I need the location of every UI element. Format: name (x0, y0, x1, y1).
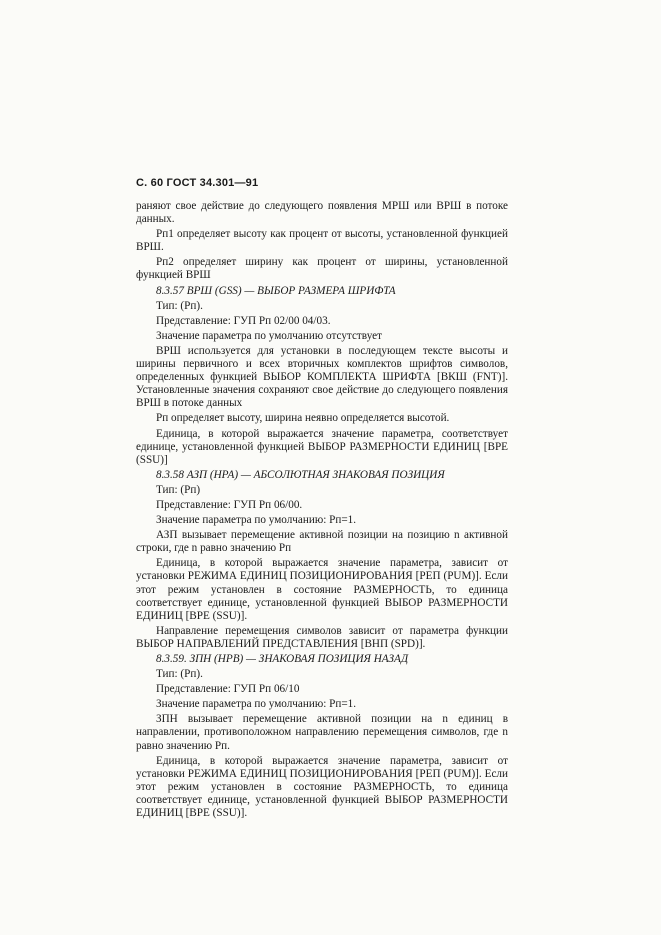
paragraph: Направление перемещения символов зависит от параметра функции ВЫБОР НАПРАВЛЕНИЙ ПРЕДСТАВЛЕНИЯ [ВНП (SPD)]. (136, 624, 508, 650)
paragraph: Единица, в которой выражается значение параметра, зависит от установки РЕЖИМА ЕДИНИЦ ПОЗИЦИОНИРОВАНИЯ [РЕП (PUM)]. Если этот режим установлен в состояние РАЗМЕРНОСТЬ, то единица соответствует единице, установленной функцией ВЫБОР РАЗМЕРНОСТИ ЕДИНИЦ [ВРЕ (SSU)]. (136, 557, 508, 622)
paragraph: Тип: (Рп) (156, 483, 201, 496)
section-heading: 8.3.59. ЗПН (НРВ) — ЗНАКОВАЯ ПОЗИЦИЯ НАЗАД (156, 653, 409, 665)
paragraph: Представление: ГУП Рп 02/00 04/03. (156, 314, 331, 327)
paragraph: Представление: ГУП Рп 06/10 (156, 683, 300, 696)
paragraph: раняют свое действие до следующего появления МРШ или ВРШ в потоке данных. (136, 200, 508, 226)
paragraph: Значение параметра по умолчанию отсутствует (156, 329, 382, 342)
section-heading: 8.3.57 ВРШ (GSS) — ВЫБОР РАЗМЕРА ШРИФТА (156, 284, 396, 297)
paragraph: Рп определяет высоту, ширина неявно определяется высотой. (156, 412, 450, 425)
paragraph: Тип: (Рп). (156, 299, 203, 312)
page-header: С. 60 ГОСТ 34.301—91 (136, 177, 259, 189)
paragraph: ЗПН вызывает перемещение активной позиции на n единиц в направлении, противоположном направлению перемещения символов, где n равно значению Рп. (136, 713, 508, 752)
paragraph: Значение параметра по умолчанию: Рп=1. (156, 514, 357, 527)
section-heading: 8.3.58 АЗП (НРА) — АБСОЛЮТНАЯ ЗНАКОВАЯ ПОЗИЦИЯ (156, 468, 445, 481)
paragraph: Единица, в которой выражается значение параметра, зависит от установки РЕЖИМА ЕДИНИЦ ПОЗИЦИОНИРОВАНИЯ [РЕП (PUM)]. Если этот режим установлен в состояние РАЗМЕРНОСТЬ, то единица соответствует единице, установленной функцией ВЫБОР РАЗМЕРНОСТИ ЕДИНИЦ [ВРЕ (SSU)]. (136, 754, 508, 820)
paragraph: Единица, в которой выражается значение параметра, соответствует единице, установленной функцией ВЫБОР РАЗМЕРНОСТИ ЕДИНИЦ [ВРЕ (SSU)] (136, 427, 508, 466)
paragraph: Значение параметра по умолчанию: Рп=1. (156, 698, 357, 711)
paragraph: ВРШ используется для установки в последующем тексте высоты и ширины первичного и всех вторичных комплектов шрифтов символов, определенных функцией ВЫБОР КОМПЛЕКТА ШРИФТА [ВКШ (FNT)]. Установленные значения сохраняют свое действие до следующего появления ВРШ в потоке данных (136, 344, 508, 410)
paragraph: Представление: ГУП Рп 06/00. (156, 498, 303, 511)
document-body (136, 200, 508, 820)
paragraph: Рп1 определяет высоту как процент от высоты, установленной функцией ВРШ. (136, 228, 508, 254)
paragraph: Рп2 определяет ширину как процент от ширины, установленной функцией ВРШ (136, 256, 508, 282)
paragraph: Тип: (Рп). (156, 668, 203, 681)
paragraph: АЗП вызывает перемещение активной позиции на позицию n активной строки, где n равно значению Рп (136, 529, 508, 555)
